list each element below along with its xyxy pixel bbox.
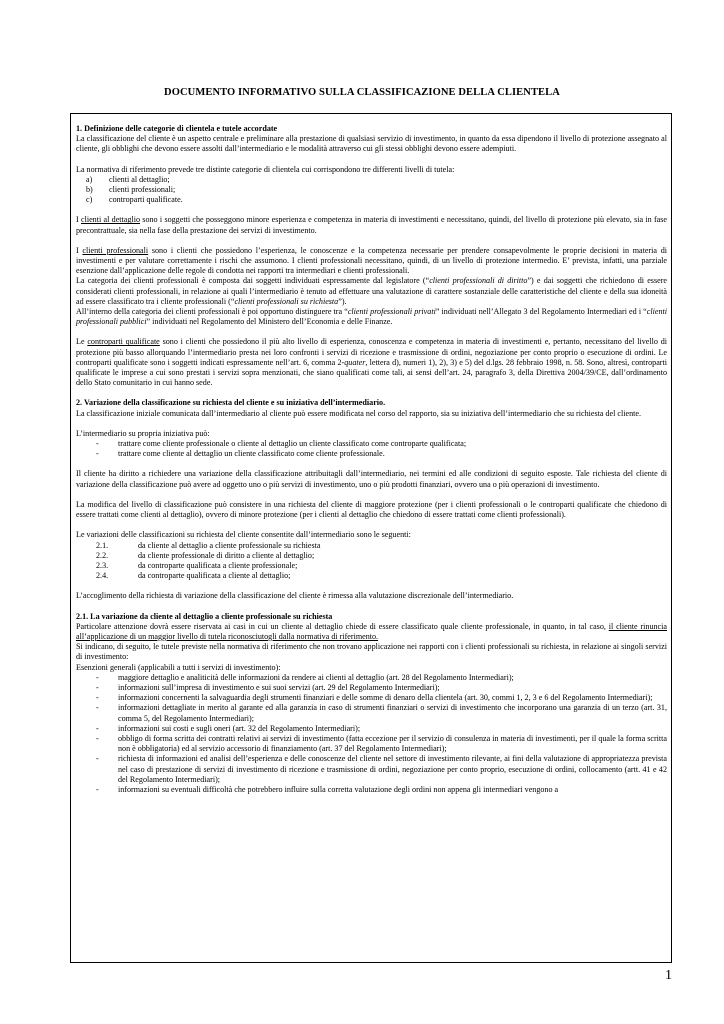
list-item: - maggiore dettaglio e analiticità delle informazioni da rendere ai clienti al dettaglio (art. 28 del Regolamento Intermediari);	[96, 672, 514, 682]
waiver-statement: il cliente rinuncia all’applicazione di un maggior livello di tutela riconosciutogli dalla normativa di riferimento.	[76, 621, 667, 641]
variation-list	[76, 541, 667, 582]
list-item: - informazioni sui costi e sugli oneri (art. 32 del Regolamento Intermediari);	[96, 723, 361, 733]
list-item: - trattare come cliente al dettaglio un cliente classificato come cliente professionale.	[96, 449, 385, 459]
category-list	[76, 175, 667, 206]
professional-clients-term: clienti professionali	[82, 245, 149, 255]
section-2-1-heading: 2.1. La variazione da cliente al dettaglio a cliente professionale su richiesta	[76, 611, 333, 621]
list-item: a) clienti al dettaglio;	[86, 174, 170, 184]
paragraph: Le variazioni delle classificazioni su richiesta del cliente consentite dall’intermediario sono le seguenti:	[76, 530, 411, 540]
paragraph: L’accoglimento della richiesta di variazione della classificazione del cliente è rimessa alla valutazione discrezionale dell’intermediario.	[76, 591, 514, 601]
list-item: - richiesta di informazioni ed analisi dell’esperienza e delle conoscenze del cliente nel settore di investimento rilevante, ai fini della valutazione di appropriatezza prevista nel caso di prestazione di servizi di investimento di ricezione e trasmissione di ordini, negoziazione per conto proprio, esecuzione di ordini, collocamento (artt. 41 e 42 del Regolamento Intermediari);	[96, 754, 667, 784]
qualified-counterparties-paragraph: Le controparti qualificate sono i clienti che possiedono il più alto livello di esperienza, conoscenza e competenza in materia di investimenti e, pertanto, necessitano del livello di protezione più basso allorquando l’intermediario presta nei loro confronti i servizi di ricezione e trasmissione di ordini, negoziazione per conto proprio o esecuzione di ordini. Le controparti qualificate sono i soggetti indicati espressamente nell’art. 6, comma 2-quater, lettera d), numeri 1), 2), 3) e 5) del d.lgs. 28 febbraio 1998, n. 58. Sono, altresì, controparti qualificate le imprese a cui sono prestati i servizi sopra menzionati, che siano qualificati come tali, ai sensi dell’art. 24, paragrafo 3, della Direttiva 2004/39/CE, dall’ordinamento dello Stato comunitario in cui hanno sede.	[76, 337, 667, 388]
document-body	[71, 114, 671, 795]
paragraph: La modifica del livello di classificazione può consistere in una richiesta del cliente di maggiore protezione (per i clienti professionali o le controparti qualificate che chiedono di essere trattati come clienti al dettaglio), ovvero di minore protezione (per i clienti al dettaglio che chiedono di essere trattati come clienti professionali).	[76, 499, 667, 520]
list-item: - informazioni concernenti la salvaguardia degli strumenti finanziari e delle somme di denaro della clientela (art. 30, commi 1, 2, 3 e 6 del Regolamento Intermediari);	[96, 693, 653, 703]
section-1-heading: 1. Definizione delle categorie di clientela e tutele accordate	[76, 124, 278, 133]
paragraph: L’intermediario su propria iniziativa può:	[76, 428, 210, 438]
paragraph: Il cliente ha diritto a richiedere una variazione della classificazione attribuitagli dall’intermediario, nei termini ed alle condizioni di seguito esposte. Tale richiesta del cliente di variazione della classificazione può avere ad oggetto uno o più servizi di investimento, uno o più prodotti finanziari, ovvero una o più operazioni di investimento.	[76, 469, 667, 489]
initiative-list	[76, 439, 667, 459]
paragraph: La classificazione iniziale comunicata dall’intermediario al cliente può essere modificata nel corso del rapporto, sia su iniziativa dell’intermediario che su richiesta del cliente.	[76, 408, 641, 418]
paragraph: Si indicano, di seguito, le tutele previste nella normativa di riferimento che non trovano applicazione nei rapporti con i clienti professionali su richiesta, in relazione ai singoli servizi di investimento:	[76, 642, 667, 662]
page-number: 1	[665, 968, 672, 983]
retail-clients-paragraph: I clienti al dettaglio sono i soggetti che posseggono minore esperienza e competenza in materia di investimenti e necessitano, quindi, del livello di protezione più elevato, sia in fase precontrattuale, sia nella fase della prestazione dei servizi di investimento.	[76, 215, 668, 235]
paragraph: Particolare attenzione dovrà essere riservata ai casi in cui un cliente al dettaglio chiede di essere classificato quale cliente professionale, in quanto, in tal caso, il cliente rinuncia all’applicazione di un maggior livello di tutela riconosciutogli dalla normativa di riferimento.	[76, 621, 667, 641]
list-item: - informazioni dettagliate in merito al garante ed alla garanzia in caso di strumenti finanziari o servizi di investimento che incorporano una garanzia di un terzo (art. 31, comma 5, del Regolamento Intermediari);	[96, 703, 667, 723]
qualified-counterparties-term: controparti qualificate	[87, 337, 160, 347]
document-title: DOCUMENTO INFORMATIVO SULLA CLASSIFICAZIONE DELLA CLIENTELA	[164, 87, 560, 98]
list-item: 2.2. da cliente professionale di diritto a cliente al dettaglio;	[96, 550, 315, 560]
professional-clients-paragraph: I clienti professionali sono i clienti che possiedono l’esperienza, le conoscenze e la competenza necessarie per prendere consapevolmente le proprie decisioni in materia di investimenti e per valutare correttamente i rischi che assumono. I clienti professionali necessitano, quindi, di un livello di protezione intermedio. E’ prevista, infatti, una parziale esenzione dall’applicazione delle regole di condotta nei rapporti tra intermediari e clienti professionali.	[76, 245, 668, 276]
paragraph: La categoria dei clienti professionali è composta dai soggetti individuati espressamente dal legislatore (“clienti professionali di diritto”) e dai soggetti che richiedono di essere considerati clienti professionali, in relazione ai quali l’intermediario è tenuto ad effettuare una valutazione di carattere sostanziale delle caratteristiche del cliente e della sua idoneità ad essere classificato tra i cliente professionali (“clienti professionali su richiesta”).	[76, 276, 667, 306]
list-item: 2.1. da cliente al dettaglio a cliente professionale su richiesta	[96, 540, 321, 550]
list-item: - informazioni sull’impresa di investimento e sui suoi servizi (art. 29 del Regolamento Intermediari);	[96, 682, 440, 692]
exemptions-list	[76, 673, 667, 795]
list-item: - obbligo di forma scritta dei contratti relativi ai servizi di investimento (fatta eccezione per il servizio di consulenza in materia di investimenti, per il quale la forma scritta non è obbligatoria) ed al servizio accessorio di finanziamento (art. 37 del Regolamento Intermediari);	[96, 733, 667, 754]
list-item: 2.3. da controparte qualificata a cliente professionale;	[96, 560, 298, 570]
section-2-heading: 2. Variazione della classificazione su richiesta del cliente e su iniziativa dell’intermediario.	[76, 398, 386, 408]
paragraph: La normativa di riferimento prevede tre distinte categorie di clientela cui corrispondono tre differenti livelli di tutela:	[76, 164, 455, 174]
list-item: - trattare come cliente professionale o cliente al dettaglio un cliente classificato come controparte qualificata;	[96, 439, 467, 449]
list-item: b) clienti professionali;	[86, 185, 176, 195]
paragraph: All’interno della categoria dei clienti professionali è poi opportuno distinguere tra “clienti professionali privati” individuati nell’Allegato 3 del Regolamento Intermediari ed i “clienti professionali pubblici” individuati nel Regolamento del Ministero dell’Economia e delle Finanze.	[76, 307, 668, 327]
paragraph: Esenzioni generali (applicabili a tutti i servizi di investimento):	[76, 662, 281, 672]
retail-clients-term: clienti al dettaglio	[81, 215, 140, 225]
paragraph: La classificazione del cliente è un aspetto centrale e preliminare alla prestazione di qualsiasi servizio di investimento, in quanto da essa dipendono il livello di protezione assegnato al cliente, gli obblighi che devono essere assolti dall’intermediario e le modalità attraverso cui gli stessi obblighi devono essere adempiuti.	[76, 134, 667, 154]
list-item: c) controparti qualificate.	[86, 195, 183, 205]
document-frame	[70, 113, 672, 963]
list-item: 2.4. da controparte qualificata a cliente al dettaglio;	[96, 571, 291, 581]
list-item: - informazioni su eventuali difficoltà che potrebbero influire sulla corretta valutazione degli ordini non appena gli intermediari vengono a	[96, 784, 559, 794]
